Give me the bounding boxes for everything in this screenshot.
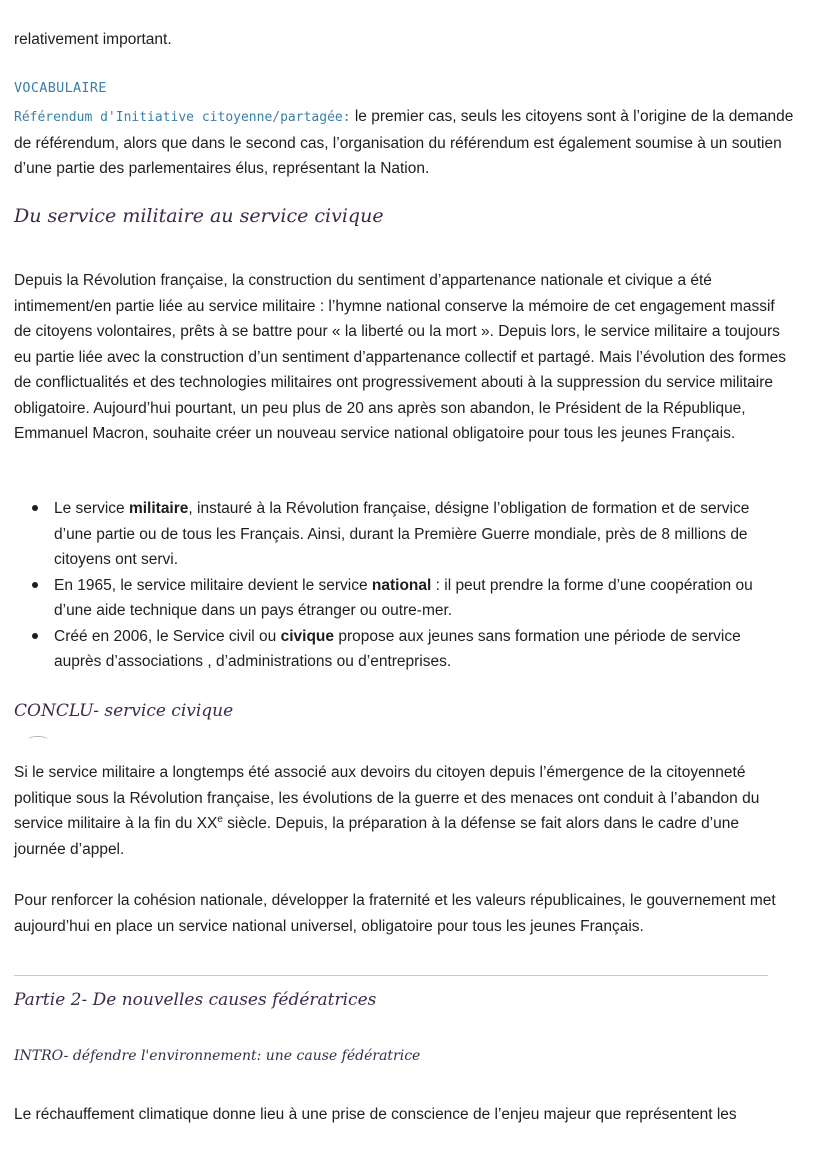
part2-intro-heading: INTRO- défendre l'environnement: une cause fédératrice [14, 1048, 421, 1064]
vocabulary-definition-text: le premier cas, seuls les citoyens sont à l’origine de la demande de référendum, alors que dans le second cas, l’organisation du référendum est également soumise à un soutien d’une partie des parlementaires élus, représentant la Nation. [14, 108, 794, 177]
vocabulary-definition [14, 104, 794, 182]
section-divider [14, 975, 768, 976]
conclusion-heading: CONCLU- service civique [14, 701, 234, 721]
intro-tail-text: relativement important. [14, 31, 172, 48]
pen-stroke-mark [28, 736, 48, 743]
section1-bullet-list [14, 496, 784, 675]
part2-heading: Partie 2- De nouvelles causes fédératrices [14, 990, 377, 1010]
part2-paragraph: Le réchauffement climatique donne lieu à une prise de conscience de l’enjeu majeur que représentent les [14, 1106, 737, 1123]
list-item: Le service militaire, instauré à la Révolution française, désigne l’obligation de formation et de service d’une partie ou de tous les Français. Ainsi, durant la Première Guerre mondiale, près de 8 millions de citoyens ont servi. [14, 496, 784, 573]
list-item: Créé en 2006, le Service civil ou civique propose aux jeunes sans formation une période de service auprès d’associations , d’administrations ou d’entreprises. [14, 624, 784, 675]
section1-paragraph: Depuis la Révolution française, la construction du sentiment d’appartenance nationale et civique a été intimement/en partie liée au service militaire : l’hymne national conserve la mémoire de cet engagement massif de citoyens volontaires, prêts à se battre pour « la liberté ou la mort ». Depuis lors, le service militaire a toujours eu partie liée avec la construction d’un sentiment d’appartenance collectif et partagé. Mais l’évolution des formes de conflictualités et des technologies militaires ont progressivement abouti à la suppression du service militaire obligatoire. Aujourd’hui pourtant, un peu plus de 20 ans après son abandon, le Président de la République, Emmanuel Macron, souhaite créer un nouveau service national obligatoire pour tous les jeunes Français. [14, 272, 786, 442]
list-item: En 1965, le service militaire devient le service national : il peut prendre la forme d’une coopération ou d’une aide technique dans un pays étranger ou outre-mer. [14, 573, 784, 624]
conclusion-paragraph-2: Pour renforcer la cohésion nationale, développer la fraternité et les valeurs républicaines, le gouvernement met aujourd’hui en place un service national universel, obligatoire pour tous les jeunes Français. [14, 892, 776, 935]
vocabulary-title: VOCABULAIRE [14, 80, 107, 96]
conclusion-paragraph-1: Si le service militaire a longtemps été associé aux devoirs du citoyen depuis l’émergence de la citoyenneté politique sous la Révolution française, les évolutions de la guerre et des menaces ont conduit à l’abandon du service militaire à la fin du XXe siècle. Depuis, la préparation à la défense se fait alors dans le cadre d’une journée d’appel. [14, 764, 760, 858]
bold-term: militaire [128, 500, 189, 517]
vocabulary-term: Référendum d'Initiative citoyenne/partagée: [14, 110, 351, 125]
section1-heading: Du service militaire au service civique [14, 205, 384, 227]
bold-term: national [371, 576, 432, 594]
bold-term: civique [280, 627, 335, 645]
